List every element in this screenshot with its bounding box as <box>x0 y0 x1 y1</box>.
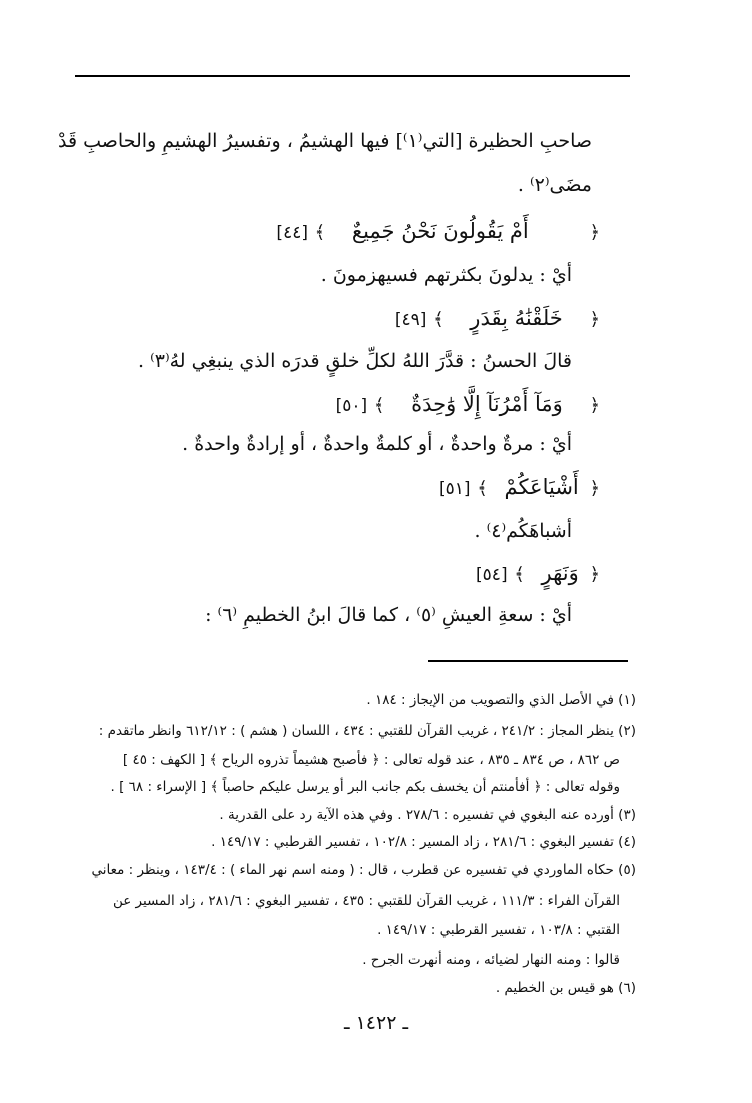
ornament-close-bracket: ﴾ <box>477 478 488 499</box>
ornament-open-bracket: ﴿ <box>589 564 600 585</box>
footnote-6: (٦) هو قيس بن الخطيم . <box>495 980 636 996</box>
ornament-close-bracket: ﴾ <box>433 309 444 330</box>
header-rule <box>75 75 630 77</box>
commentary-54: أيْ : سعةِ العيشِ ⁽٥⁾ ، كما قالَ ابنُ الخطيمِ ⁽٦⁾ : <box>205 604 572 626</box>
commentary-44: أيْ : يدلونَ بكثرتهم فسيهزمونَ . <box>320 264 572 286</box>
verse-line-44 <box>276 218 600 246</box>
ornament-close-bracket: ﴾ <box>514 564 525 585</box>
verse-number: [٤٤] <box>276 223 308 243</box>
ornament-open-bracket: ﴿ <box>589 309 600 330</box>
footnote-2: (٢) ينظر المجاز : ٢٤١/٢ ، غريب القرآن للقتبي : ٤٣٤ ، اللسان ( هشم ) : ٦١٢/١٢ وانظر ماتقدم : <box>98 723 636 739</box>
ornament-open-bracket: ﴿ <box>589 478 600 499</box>
ornament-close-bracket: ﴾ <box>373 395 385 416</box>
ornament-open-bracket: ﴿ <box>589 222 600 243</box>
verse-line-51 <box>439 474 600 502</box>
text-line-1: صاحبِ الحظيرة [التي⁽١⁾] فيها الهشيمُ ، وتفسيرُ الهشيمِ والحاصبِ قَدْ <box>58 130 592 152</box>
verse-line-50 <box>336 391 600 419</box>
verse-number: [٥٠] <box>335 396 368 416</box>
verse-text: خَلَقْنَٰهُ بِقَدَرٍ <box>470 306 563 330</box>
commentary-51: أشباهَكُم⁽٤⁾ . <box>474 520 572 542</box>
verse-number: [٤٩] <box>394 310 427 330</box>
verse-text: وَنَهَرٍ <box>541 561 579 585</box>
footnote-5: (٥) حكاه الماوردي في تفسيره عن قطرب ، قال : ( ومنه اسم نهر الماء ) : ١٤٣/٤ ، وينظر : معاني <box>91 862 636 878</box>
footnote-5-cont-2: القتبي : ١٠٣/٨ ، تفسير القرطبي : ١٤٩/١٧ . <box>377 922 620 938</box>
verse-line-49 <box>395 305 600 333</box>
footnote-5-cont-3: قالوا : ومنه النهار لضيائه ، ومنه أنهرت الجرح . <box>362 952 620 968</box>
footnote-2-cont-1: ص ٨٦٢ ، ص ٨٣٤ ـ ٨٣٥ ، عند قوله تعالى : ﴿ فأصبح هشيماً تذروه الرياح ﴾ [ الكهف : ٤٥ ] <box>122 752 620 768</box>
footnote-4: (٤) تفسير البغوي : ٢٨١/٦ ، زاد المسير : ١٠٢/٨ ، تفسير القرطبي : ١٤٩/١٧ . <box>211 834 636 850</box>
footnote-3: (٣) أورده عنه البغوي في تفسيره : ٢٧٨/٦ . وفي هذه الآية رد على القدرية . <box>219 807 636 823</box>
ornament-close-bracket: ﴾ <box>314 222 326 243</box>
footnote-rule <box>428 660 628 662</box>
ornament-open-bracket: ﴿ <box>589 395 600 416</box>
verse-number: [٥١] <box>439 479 471 499</box>
footnote-1: (١) في الأصل الذي والتصويب من الإيجاز : ١٨٤ . <box>366 692 636 708</box>
footnote-2-cont-2: وقوله تعالى : ﴿ أفأمنتم أن يخسف بكم جانب البر أو يرسل عليكم حاصباً ﴾ [ الإسراء : ٦٨ ] . <box>110 779 620 795</box>
verse-line-54 <box>476 560 600 588</box>
verse-text: أَمْ يَقُولُونَ نَحْنُ جَمِيعٌ <box>351 219 529 243</box>
commentary-49: قالَ الحسنُ : قدَّرَ اللهُ لكلِّ خلقٍ قدرَه الذي ينبغِي لهُ⁽٣⁾ . <box>137 350 572 372</box>
verse-text: أَشْيَاعَكُمْ <box>504 475 579 499</box>
verse-number: [٥٤] <box>476 565 508 585</box>
text-line-2: مضَى⁽٢⁾ . <box>517 174 592 196</box>
verse-text: وَمَآ أَمْرُنَآ إِلَّا وَٰحِدَةٌ <box>411 392 563 416</box>
footnote-5-cont-1: القرآن الفراء : ١١١/٣ ، غريب القرآن للقتبي : ٤٣٥ ، تفسير البغوي : ٢٨١/٦ ، زاد المسير عن <box>112 893 620 909</box>
commentary-50: أيْ : مرةٌ واحدةٌ ، أو كلمةٌ واحدةٌ ، أو إرادةٌ واحدةٌ . <box>182 433 572 455</box>
page-number: ـ ١٤٢٢ ـ <box>343 1012 409 1034</box>
